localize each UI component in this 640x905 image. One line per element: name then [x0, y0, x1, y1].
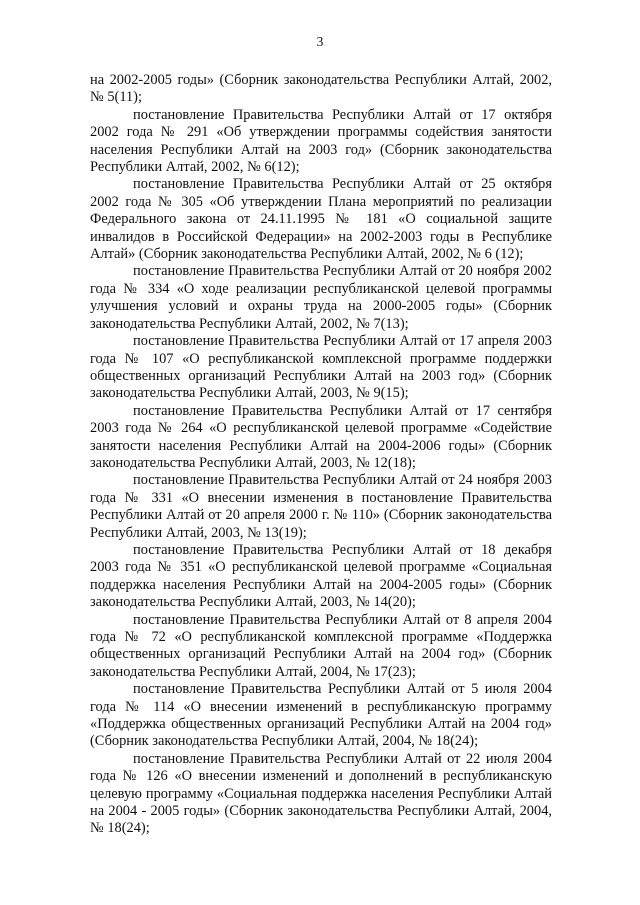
paragraph-resolution-72: постановление Правительства Республики Алтай от 8 апреля 2004 года № 72 «О республиканской комплексной программе «Поддержка общественных организаций Республики Алтай на 2004 год» (Сборник законодательства Республики Алтай, 2004, № 17(23); — [90, 611, 552, 680]
paragraph-resolution-264: постановление Правительства Республики Алтай от 17 сентября 2003 года № 264 «О республиканской целевой программе «Содействие занятости населения Республики Алтай на 2004-2006 годы» (Сборник законодательства Республики Алтай, 2003, № 12(18); — [90, 402, 552, 471]
paragraph-resolution-107: постановление Правительства Республики Алтай от 17 апреля 2003 года № 107 «О республиканской комплексной программе поддержки общественных организаций Республики Алтай на 2003 год» (Сборник законодательства Республики Алтай, 2003, № 9(15); — [90, 333, 552, 402]
paragraph-resolution-126: постановление Правительства Республики Алтай от 22 июля 2004 года № 126 «О внесении изменений и дополнений в республиканскую целевую программу «Социальная поддержка населения Республики Алтай на 2004 - 2005 годы» (Сборник законодательства Республики Алтай, 2004, № 18(24); — [90, 750, 552, 837]
paragraph-resolution-351: постановление Правительства Республики Алтай от 18 декабря 2003 года № 351 «О республиканской целевой программе «Социальная поддержка населения Республики Алтай на 2004-2005 годы» (Сборник законодательства Республики Алтай, 2003, № 14(20); — [90, 541, 552, 611]
paragraph-continuation: на 2002-2005 годы» (Сборник законодательства Республики Алтай, 2002, № 5(11); — [90, 72, 552, 106]
paragraph-resolution-331: постановление Правительства Республики Алтай от 24 ноября 2003 года № 331 «О внесении изменения в постановление Правительства Республики Алтай от 20 апреля 2000 г. № 110» (Сборник законодательства Республики Алтай, 2003, № 13(19); — [90, 472, 552, 541]
paragraph-resolution-305: постановление Правительства Республики Алтай от 25 октября 2002 года № 305 «Об утверждении Плана мероприятий по реализации Федерального закона от 24.11.1995 № 181 «О социальной защите инвалидов в Российской Федерации» на 2002-2003 годы в Республике Алтай» (Сборник законодательства Республики Алтай, 2002, № 6 (12); — [90, 176, 552, 263]
page-number: 3 — [316, 34, 324, 49]
document-body — [90, 72, 552, 838]
paragraph-resolution-334: постановление Правительства Республики Алтай от 20 ноября 2002 года № 334 «О ходе реализации республиканской целевой программы улучшения условий и охраны труда на 2000-2005 годы» (Сборник законодательства Республики Алтай, 2002, № 7(13); — [90, 263, 552, 332]
paragraph-resolution-291: постановление Правительства Республики Алтай от 17 октября 2002 года № 291 «Об утверждении программы содействия занятости населения Республики Алтай на 2003 год» (Сборник законодательства Республики Алтай, 2002, № 6(12); — [90, 106, 552, 176]
paragraph-resolution-114: постановление Правительства Республики Алтай от 5 июля 2004 года № 114 «О внесении изменений в республиканскую программу «Поддержка общественных организаций Республики Алтай на 2004 год» (Сборник законодательства Республики Алтай, 2004, № 18(24); — [90, 681, 552, 750]
